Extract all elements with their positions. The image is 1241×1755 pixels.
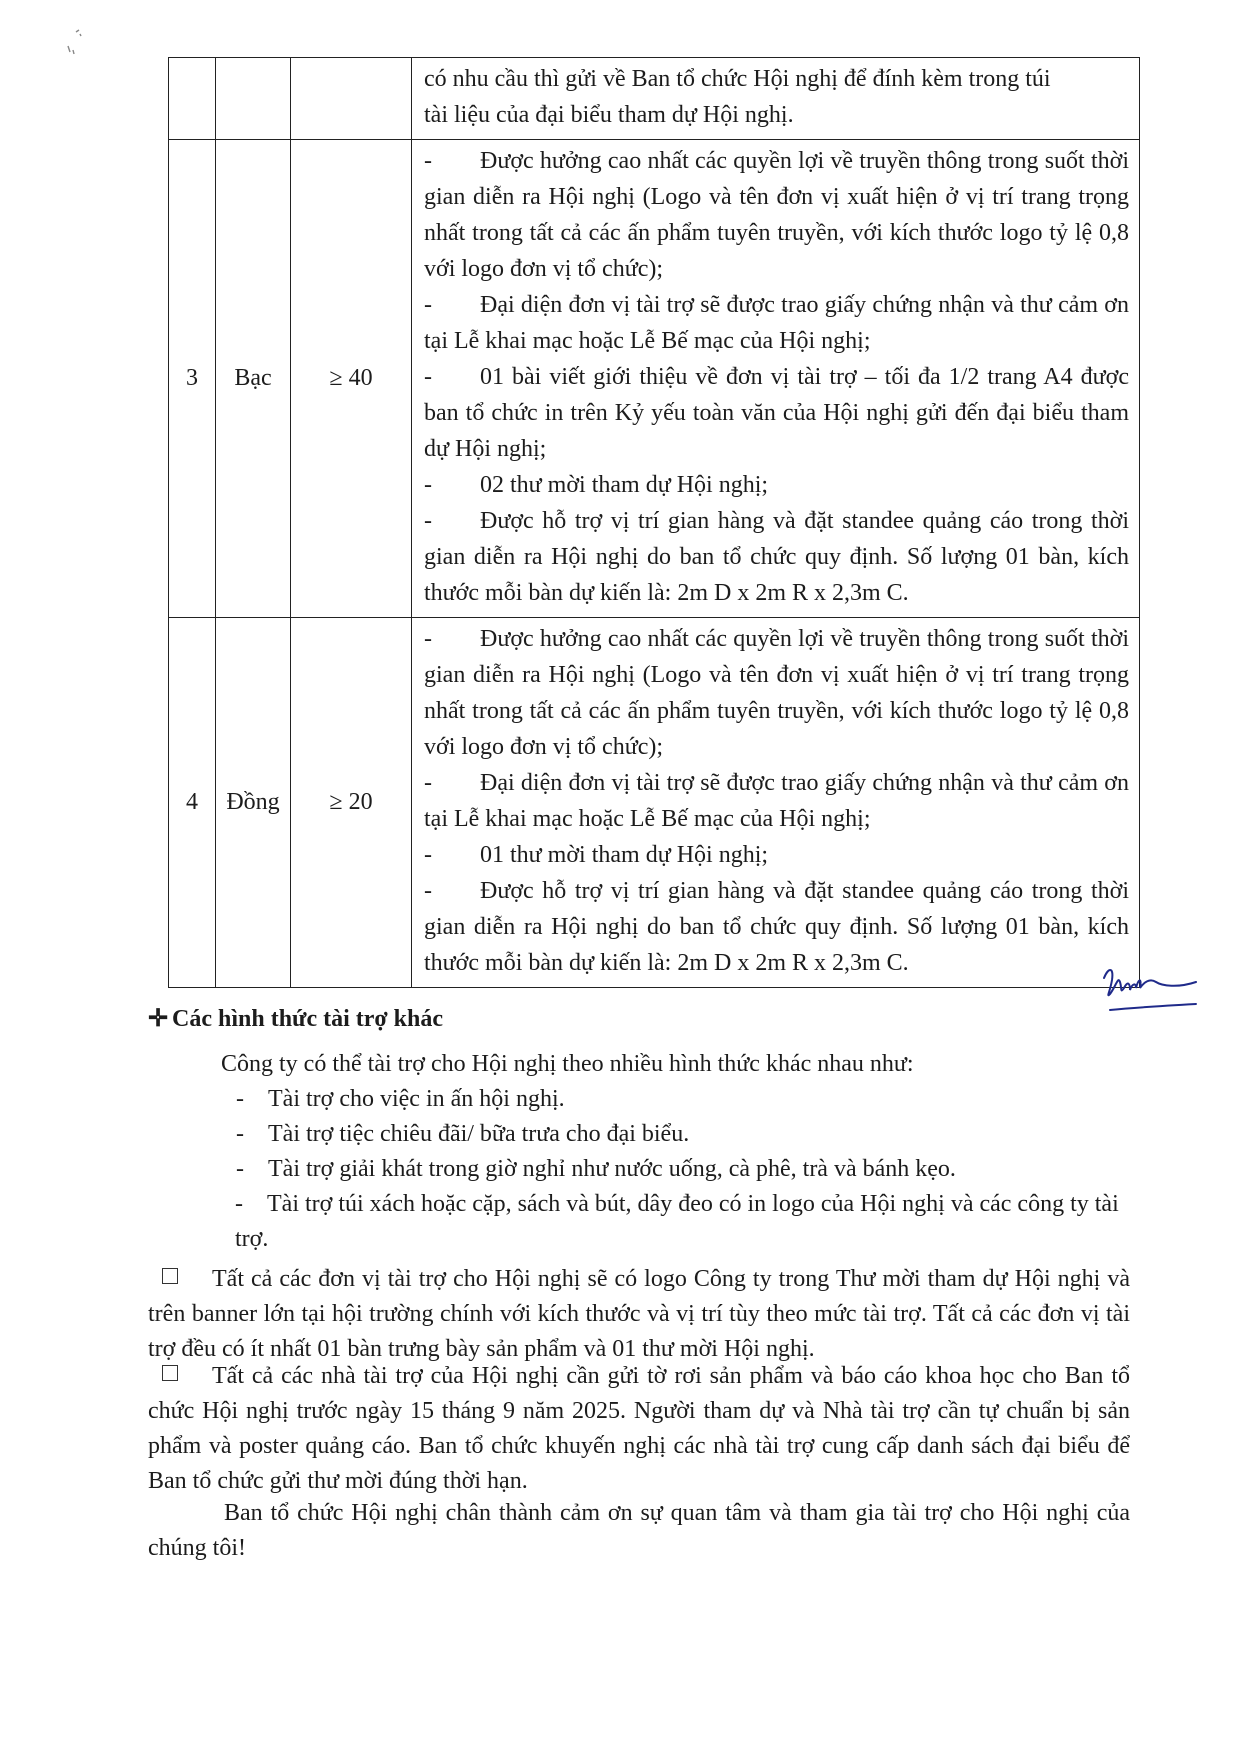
benefits-cell (412, 618, 1140, 988)
benefit-text: 01 bài viết giới thiệu về đơn vị tài trợ – tối đa 1/2 trang A4 được ban tổ chức in trên Kỷ yếu toàn văn của Hội nghị gửi đến đại biểu tham dự Hội nghị; (424, 364, 1129, 462)
plus-icon: ✛ (148, 1006, 169, 1032)
benefit-item (424, 359, 1129, 467)
dash-marker: - (424, 878, 432, 904)
intro-text: Công ty có thể tài trợ cho Hội nghị theo nhiều hình thức khác nhau như: (221, 1051, 914, 1077)
sponsorship-table (168, 57, 1140, 988)
benefit-text: Được hỗ trợ vị trí gian hàng và đặt standee quảng cáo trong thời gian diễn ra Hội nghị do ban tổ chức quy định. Số lượng 01 bàn, kích thước mỗi bàn dự kiến là: 2m D x 2m R x 2,3m C. (424, 878, 1129, 976)
dash-marker: - (424, 292, 432, 318)
note-text: Tất cả các đơn vị tài trợ cho Hội nghị sẽ có logo Công ty trong Thư mời tham dự Hội nghị và trên banner lớn tại hội trường chính với kích thước và vị trí tùy theo mức tài trợ. Tất cả các đơn vị tài trợ đều có ít nhất 01 bàn trưng bày sản phẩm và 01 thư mời Hội nghị. (148, 1266, 1130, 1362)
benefit-text: Được hỗ trợ vị trí gian hàng và đặt standee quảng cáo trong thời gian diễn ra Hội nghị do ban tổ chức quy định. Số lượng 01 bàn, kích thước mỗi bàn dự kiến là: 2m D x 2m R x 2,3m C. (424, 508, 1129, 606)
dash-marker: - (235, 1191, 243, 1217)
note-paragraph (148, 1262, 1130, 1367)
dash-marker: - (424, 626, 432, 652)
list-item-text: Tài trợ cho việc in ấn hội nghị. (268, 1086, 565, 1112)
benefit-text: Đại diện đơn vị tài trợ sẽ được trao giấy chứng nhận và thư cảm ơn tại Lễ khai mạc hoặc Lễ Bế mạc của Hội nghị; (424, 292, 1129, 354)
level-cell (216, 58, 291, 140)
note-text: Tất cả các nhà tài trợ của Hội nghị cần gửi tờ rơi sản phẩm và báo cáo khoa học cho Ban tổ chức Hội nghị trước ngày 15 tháng 9 năm 2025. Người tham dự và Nhà tài trợ cần tự chuẩn bị sản phẩm và poster quảng cáo. Ban tổ chức khuyến nghị các nhà tài trợ cung cấp danh sách đại biểu để Ban tổ chức gửi thư mời đúng thời hạn. (148, 1363, 1130, 1494)
dash-marker: - (236, 1121, 244, 1147)
benefit-text: Đại diện đơn vị tài trợ sẽ được trao giấy chứng nhận và thư cảm ơn tại Lễ khai mạc hoặc Lễ Bế mạc của Hội nghị; (424, 770, 1129, 832)
checkbox-square-icon (162, 1365, 178, 1381)
note-paragraph (148, 1359, 1130, 1499)
level-cell: Đồng (216, 618, 291, 988)
benefit-text: 02 thư mời tham dự Hội nghị; (480, 472, 769, 498)
benefit-text: Được hưởng cao nhất các quyền lợi về truyền thông trong suốt thời gian diễn ra Hội nghị (Logo và tên đơn vị xuất hiện ở vị trí trang trọng nhất trong tất cả các ấn phẩm tuyên truyền, với kích thước logo tỷ lệ 0,8 với logo đơn vị tổ chức); (424, 626, 1129, 760)
benefit-continuation-line: tài liệu của đại biểu tham dự Hội nghị. (424, 102, 794, 128)
list-item-text: Tài trợ tiệc chiêu đãi/ bữa trưa cho đại biểu. (268, 1121, 690, 1147)
dash-marker: - (424, 148, 432, 174)
stt-cell (169, 58, 216, 140)
benefit-text: Được hưởng cao nhất các quyền lợi về truyền thông trong suốt thời gian diễn ra Hội nghị (Logo và tên đơn vị xuất hiện ở vị trí trang trọng nhất trong tất cả các ấn phẩm tuyên truyền, với kích thước logo tỷ lệ 0,8 với logo đơn vị tổ chức); (424, 148, 1129, 282)
benefit-item (424, 873, 1129, 981)
table-row (169, 140, 1140, 618)
amount-cell: ≥ 40 (291, 140, 412, 618)
list-item-text: Tài trợ túi xách hoặc cặp, sách và bút, dây đeo có in logo của Hội nghị và các công ty tài trợ. (235, 1191, 1119, 1252)
stt-cell: 4 (169, 618, 216, 988)
table-row (169, 618, 1140, 988)
list-item (236, 1152, 1136, 1187)
dash-marker: - (424, 770, 432, 796)
level-cell: Bạc (216, 140, 291, 618)
benefit-item (424, 837, 1129, 873)
benefit-item (424, 287, 1129, 359)
section-heading-text: Các hình thức tài trợ khác (172, 1006, 444, 1032)
benefit-item (424, 621, 1129, 765)
dash-marker: - (424, 842, 432, 868)
list-item (235, 1187, 1136, 1257)
amount-cell: ≥ 20 (291, 618, 412, 988)
list-item (236, 1082, 1136, 1117)
benefit-item (424, 143, 1129, 287)
dash-marker: - (424, 364, 432, 390)
benefit-item (424, 467, 1129, 503)
handwritten-signature (1100, 958, 1210, 1028)
list-item-text: Tài trợ giải khát trong giờ nghỉ như nước uống, cà phê, trà và bánh kẹo. (268, 1156, 956, 1182)
amount-cell (291, 58, 412, 140)
closing-paragraph: Ban tổ chức Hội nghị chân thành cảm ơn sự quan tâm và tham gia tài trợ cho Hội nghị của chúng tôi! (148, 1500, 1130, 1561)
section-heading (148, 1004, 443, 1033)
dash-marker: - (424, 508, 432, 534)
benefit-item (424, 503, 1129, 611)
benefit-item (424, 765, 1129, 837)
checkbox-square-icon (162, 1268, 178, 1284)
dash-marker: - (236, 1156, 244, 1182)
other-forms-list (236, 1082, 1136, 1257)
dash-marker: - (236, 1086, 244, 1112)
dash-marker: - (424, 472, 432, 498)
scan-marks (30, 20, 110, 70)
stt-cell: 3 (169, 140, 216, 618)
benefits-cell (412, 58, 1140, 140)
list-item (236, 1117, 1136, 1152)
table-row (169, 58, 1140, 140)
benefits-cell (412, 140, 1140, 618)
benefit-continuation-line: có nhu cầu thì gửi về Ban tổ chức Hội nghị để đính kèm trong túi (424, 66, 1051, 92)
benefit-text: 01 thư mời tham dự Hội nghị; (480, 842, 769, 868)
